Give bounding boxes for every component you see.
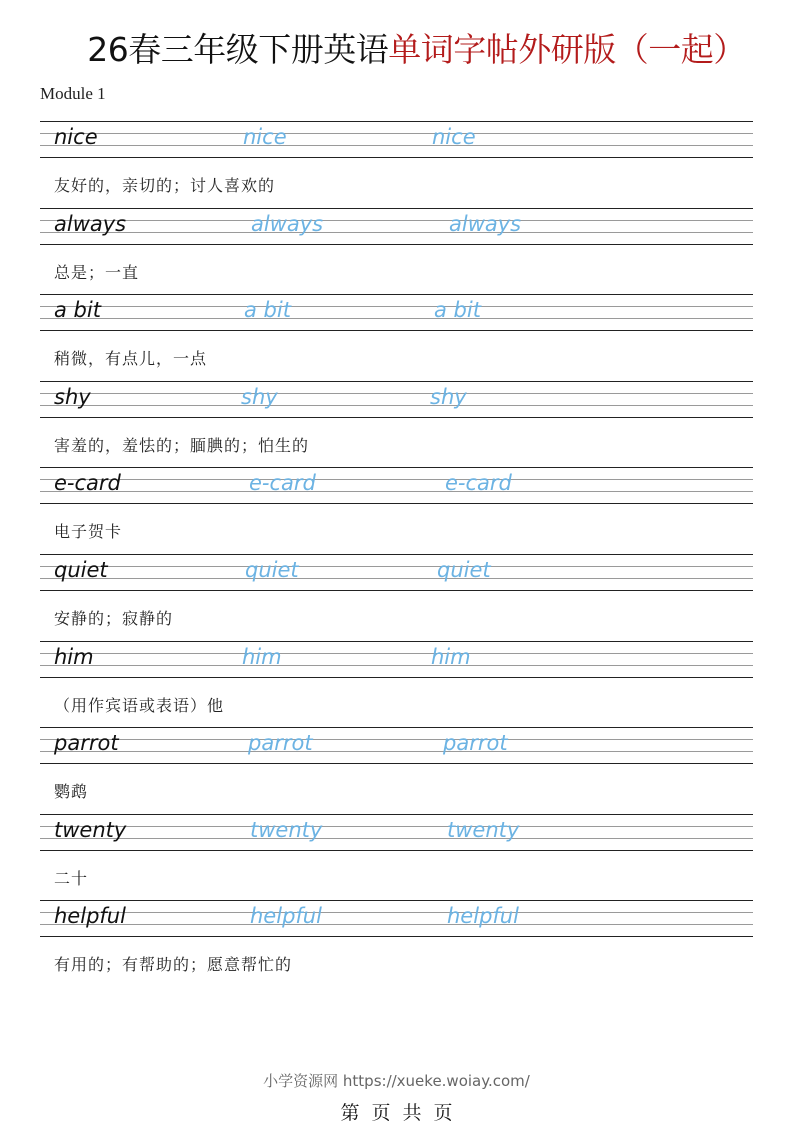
word-trace: him [242,644,282,669]
word-entry [0,208,793,295]
title-grade: 26春三年级下册英语 [87,30,389,69]
guide-line-grey [40,491,753,492]
title-subject: 单词字帖外研版（一起） [388,30,746,69]
word-model: parrot [54,731,119,756]
word-trace: parrot [248,731,313,756]
guide-line-grey [40,318,753,319]
word-meaning: 鹦鹉 [54,782,89,802]
word-trace: helpful [250,904,322,929]
guide-line-grey [40,479,753,480]
writing-lines [40,121,753,158]
word-trace: a bit [434,298,481,323]
guide-line-solid [40,763,753,764]
word-model: always [54,211,127,236]
guide-line-grey [40,838,753,839]
guide-line-grey [40,393,753,394]
footer-page-number: 第 页 共 页 [340,1102,453,1124]
page-title [0,28,793,72]
writing-lines [40,641,753,678]
guide-line-solid [40,417,753,418]
word-meaning: 有用的；有帮助的；愿意帮忙的 [54,955,293,975]
word-entry [0,554,793,641]
guide-line-solid [40,157,753,158]
word-trace: e-card [445,471,512,496]
guide-line-solid [40,381,753,382]
word-trace: helpful [447,904,519,929]
guide-line-solid [40,677,753,678]
word-model: e-card [54,471,121,496]
word-trace: twenty [250,817,323,842]
guide-line-solid [40,590,753,591]
word-trace: shy [241,384,278,409]
guide-line-grey [40,566,753,567]
word-meaning: 友好的，亲切的；讨人喜欢的 [54,176,276,195]
guide-line-grey [40,145,753,146]
guide-line-grey [40,306,753,307]
word-trace: always [251,211,324,236]
guide-line-grey [40,924,753,925]
guide-line-grey [40,133,753,134]
guide-line-solid [40,727,753,728]
guide-line-grey [40,653,753,654]
writing-lines [40,814,753,851]
writing-lines [40,727,753,764]
word-entry [0,467,793,554]
guide-line-grey [40,665,753,666]
writing-lines [40,381,753,418]
word-model: helpful [54,904,126,929]
guide-line-solid [40,121,753,122]
word-entry [0,900,793,987]
writing-lines [40,554,753,591]
word-entry [0,121,793,208]
module-heading: Module 1 [40,84,106,103]
guide-line-solid [40,503,753,504]
guide-line-grey [40,220,753,221]
writing-lines [40,208,753,245]
word-trace: parrot [443,731,508,756]
word-entry [0,381,793,468]
word-meaning: 二十 [54,868,89,888]
word-model: quiet [54,558,108,582]
guide-line-solid [40,641,753,642]
word-trace: twenty [447,817,520,842]
word-entry [0,814,793,901]
guide-line-grey [40,578,753,579]
guide-line-grey [40,826,753,827]
guide-line-solid [40,330,753,331]
word-model: nice [54,125,98,149]
guide-line-grey [40,912,753,913]
guide-line-solid [40,294,753,295]
guide-line-solid [40,244,753,245]
guide-line-solid [40,467,753,468]
guide-line-solid [40,554,753,555]
word-model: a bit [54,298,101,323]
word-entry [0,294,793,381]
footer-site: 小学资源网 https://xueke.woiay.com/ [263,1072,530,1090]
word-trace: nice [243,125,287,149]
guide-line-solid [40,936,753,937]
guide-line-grey [40,751,753,752]
word-entry [0,727,793,814]
word-trace: him [431,644,471,669]
guide-line-grey [40,739,753,740]
word-meaning: 稍微，有点儿，一点 [54,349,208,369]
guide-line-solid [40,208,753,209]
word-trace: always [449,211,522,236]
word-meaning: 电子贺卡 [54,522,123,542]
writing-lines [40,467,753,504]
writing-lines [40,900,753,937]
word-model: twenty [54,817,127,842]
guide-line-solid [40,814,753,815]
word-meaning: 安静的；寂静的 [54,609,174,628]
word-entry [0,641,793,728]
word-meaning: 害羞的，羞怯的；腼腆的；怕生的 [54,435,310,455]
word-model: him [54,644,94,669]
word-meaning: （用作宾语或表语）他 [54,695,225,715]
word-trace: e-card [249,471,316,496]
guide-line-grey [40,232,753,233]
guide-line-solid [40,850,753,851]
guide-line-grey [40,405,753,406]
word-trace: a bit [244,298,291,323]
word-trace: quiet [245,558,299,582]
word-model: shy [54,384,91,409]
word-trace: nice [432,125,476,149]
word-trace: shy [430,384,467,409]
word-trace: quiet [437,558,491,582]
word-meaning: 总是；一直 [54,262,140,282]
guide-line-solid [40,900,753,901]
writing-lines [40,294,753,331]
